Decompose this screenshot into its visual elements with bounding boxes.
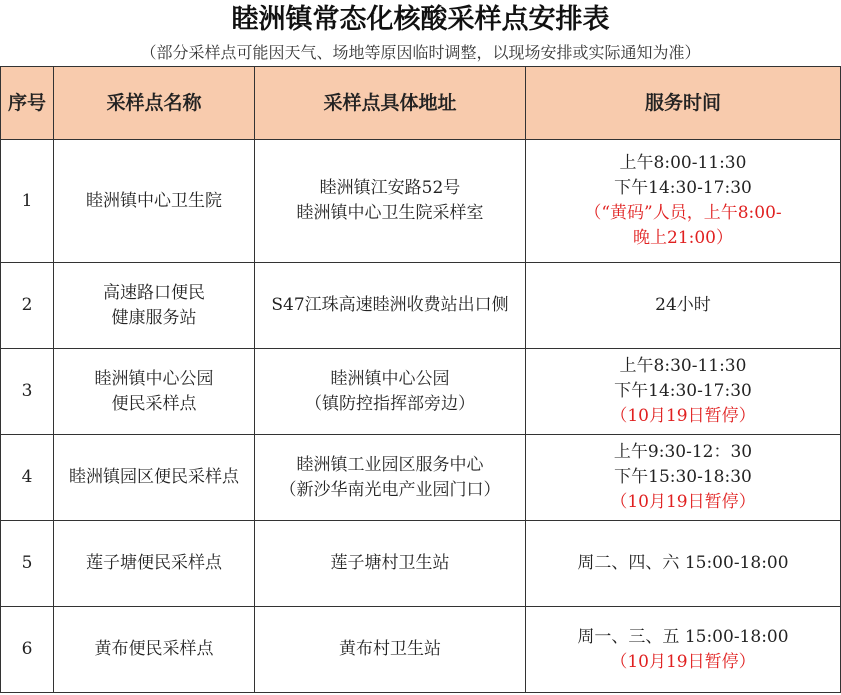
cell-address	[255, 521, 526, 607]
site-name-line: 便民采样点	[111, 393, 197, 414]
service-note: （“黄码”人员，上午8:00-	[584, 203, 782, 223]
service-time-line: 周一、三、五 15:00-18:00	[577, 626, 789, 647]
site-name-line: 睦洲镇中心卫生院	[86, 190, 222, 211]
site-name-line: 睦洲镇中心公园	[94, 368, 214, 389]
address-line: 莲子塘村卫生站	[330, 553, 450, 573]
service-note: 晚上21:00）	[633, 228, 733, 248]
cell-index	[1, 140, 54, 263]
cell-site-name	[54, 521, 255, 607]
service-note: （10月19日暂停）	[610, 406, 756, 426]
cell-site-name	[54, 140, 255, 263]
row-index: 3	[21, 381, 33, 401]
header-index: 序号	[1, 67, 54, 140]
header-time: 服务时间	[526, 67, 841, 140]
row-index: 1	[21, 190, 33, 211]
cell-site-name	[54, 607, 255, 693]
address-line: 睦洲镇工业园区服务中心	[296, 454, 484, 475]
cell-service-time	[526, 435, 841, 521]
cell-address	[255, 263, 526, 349]
service-note: （10月19日暂停）	[610, 651, 756, 672]
service-time-line: 下午15:30-18:30	[614, 467, 752, 487]
table-row	[1, 435, 841, 521]
service-time-line: 周二、四、六 15:00-18:00	[577, 553, 789, 573]
cell-service-time	[526, 263, 841, 349]
cell-address	[255, 349, 526, 435]
address-line: 睦洲镇中心公园	[330, 368, 450, 389]
row-index: 2	[21, 295, 33, 315]
row-index: 6	[21, 639, 33, 659]
address-line: 睦洲镇江安路52号	[319, 178, 461, 198]
address-line: （新沙华南光电产业园门口）	[279, 479, 501, 500]
service-time-line: 24小时	[655, 295, 711, 315]
table-row	[1, 140, 841, 263]
sampling-sites-table	[0, 66, 841, 693]
table-row	[1, 521, 841, 607]
cell-service-time	[526, 607, 841, 693]
service-time-line: 上午8:30-11:30	[619, 356, 747, 376]
address-line: （镇防控指挥部旁边）	[305, 393, 475, 414]
site-name-line: 睦洲镇园区便民采样点	[69, 467, 239, 487]
address-line: 睦洲镇中心卫生院采样室	[296, 203, 484, 223]
site-name-line: 莲子塘便民采样点	[86, 553, 222, 573]
service-time-line: 上午9:30-12：30	[613, 442, 753, 462]
cell-index	[1, 521, 54, 607]
cell-index	[1, 435, 54, 521]
cell-site-name	[54, 263, 255, 349]
address-line: 黄布村卫生站	[339, 639, 441, 659]
service-time-line: 下午14:30-17:30	[614, 381, 752, 401]
cell-index	[1, 263, 54, 349]
cell-site-name	[54, 349, 255, 435]
table-row	[1, 607, 841, 693]
row-index: 5	[21, 553, 33, 573]
site-name-line: 黄布便民采样点	[94, 639, 214, 659]
cell-service-time	[526, 140, 841, 263]
cell-index	[1, 349, 54, 435]
table-header-row	[1, 67, 841, 140]
service-time-line: 下午14:30-17:30	[614, 178, 752, 198]
cell-service-time	[526, 521, 841, 607]
service-time-line: 上午8:00-11:30	[619, 153, 747, 173]
cell-index	[1, 607, 54, 693]
cell-address	[255, 607, 526, 693]
row-index: 4	[21, 467, 33, 487]
table-row	[1, 349, 841, 435]
site-name-line: 高速路口便民	[103, 282, 205, 303]
address-line: S47江珠高速睦洲收费站出口侧	[271, 295, 509, 315]
site-name-line: 健康服务站	[111, 307, 197, 328]
cell-site-name	[54, 435, 255, 521]
page-subtitle: （部分采样点可能因天气、场地等原因临时调整，以现场安排或实际通知为准）	[140, 43, 701, 62]
table-row	[1, 263, 841, 349]
service-note: （10月19日暂停）	[610, 492, 756, 512]
cell-service-time	[526, 349, 841, 435]
page-title: 睦洲镇常态化核酸采样点安排表	[231, 4, 610, 35]
header-name: 采样点名称	[54, 67, 255, 140]
header-address: 采样点具体地址	[255, 67, 526, 140]
cell-address	[255, 435, 526, 521]
cell-address	[255, 140, 526, 263]
